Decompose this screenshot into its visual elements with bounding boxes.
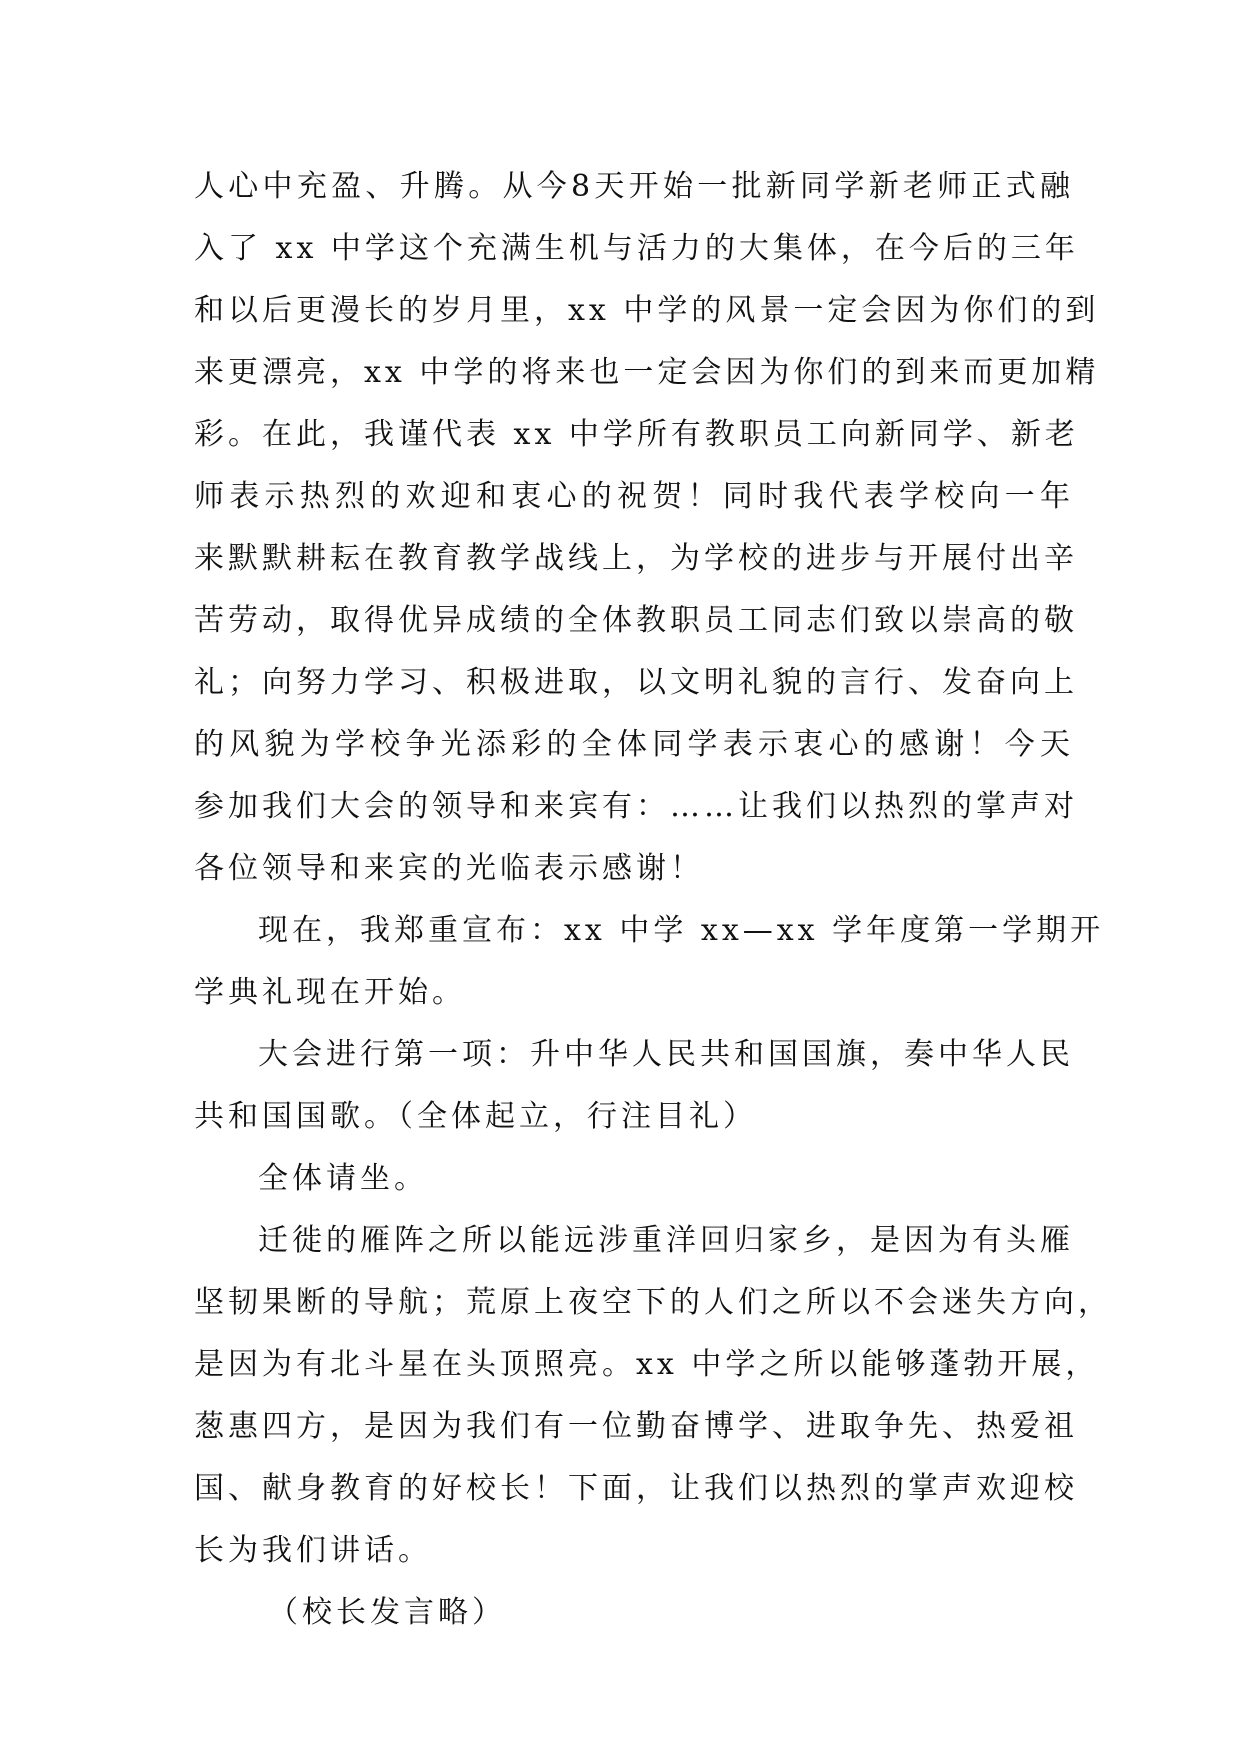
text-line: 来默默耕耘在教育教学战线上，为学校的进步与开展付出辛 — [194, 541, 1078, 576]
text-line: 来更漂亮，xx 中学的将来也一定会因为你们的到来而更加精 — [194, 355, 1100, 390]
text-line: 坚韧果断的导航；荒原上夜空下的人们之所以不会迷失方向， — [194, 1285, 1112, 1320]
text-line: 全体请坐。 — [258, 1161, 428, 1196]
text-line: 人心中充盈、升腾。从今8天开始一批新同学新老师正式融 — [194, 169, 1074, 204]
text-line: 共和国国歌。（全体起立，行注目礼） — [194, 1099, 757, 1134]
text-line: 彩。在此，我谨代表 xx 中学所有教职员工向新同学、新老 — [194, 417, 1079, 452]
document-body — [194, 156, 1112, 1644]
text-line: 各位领导和来宾的光临表示感谢！ — [194, 851, 704, 886]
text-line: 礼；向努力学习、积极进取，以文明礼貌的言行、发奋向上 — [194, 665, 1078, 700]
text-line: 的风貌为学校争光添彩的全体同学表示衷心的感谢！今天 — [194, 727, 1074, 762]
text-line: 大会进行第一项：升中华人民共和国国旗，奏中华人民 — [258, 1037, 1074, 1072]
text-line: 和以后更漫长的岁月里，xx 中学的风景一定会因为你们的到 — [194, 293, 1100, 328]
text-line: （校长发言略） — [268, 1595, 506, 1630]
text-line: 国、献身教育的好校长！下面，让我们以热烈的掌声欢迎校 — [194, 1471, 1078, 1506]
text-line: 学典礼现在开始。 — [194, 975, 466, 1010]
text-line: 师表示热烈的欢迎和衷心的祝贺！同时我代表学校向一年 — [194, 479, 1074, 514]
text-line: 现在，我郑重宣布：xx 中学 xx—xx 学年度第一学期开 — [258, 913, 1105, 948]
text-line: 迁徙的雁阵之所以能远涉重洋回归家乡，是因为有头雁 — [258, 1223, 1074, 1258]
text-line: 长为我们讲话。 — [194, 1533, 432, 1568]
text-line: 入了 xx 中学这个充满生机与活力的大集体，在今后的三年 — [194, 231, 1079, 266]
text-line: 参加我们大会的领导和来宾有：……让我们以热烈的掌声对 — [194, 789, 1078, 824]
text-line: 苦劳动，取得优异成绩的全体教职员工同志们致以崇高的敬 — [194, 603, 1078, 638]
text-line: 葱惠四方，是因为我们有一位勤奋博学、进取争先、热爱祖 — [194, 1409, 1078, 1444]
text-line: 是因为有北斗星在头顶照亮。xx 中学之所以能够蓬勃开展， — [194, 1347, 1100, 1382]
